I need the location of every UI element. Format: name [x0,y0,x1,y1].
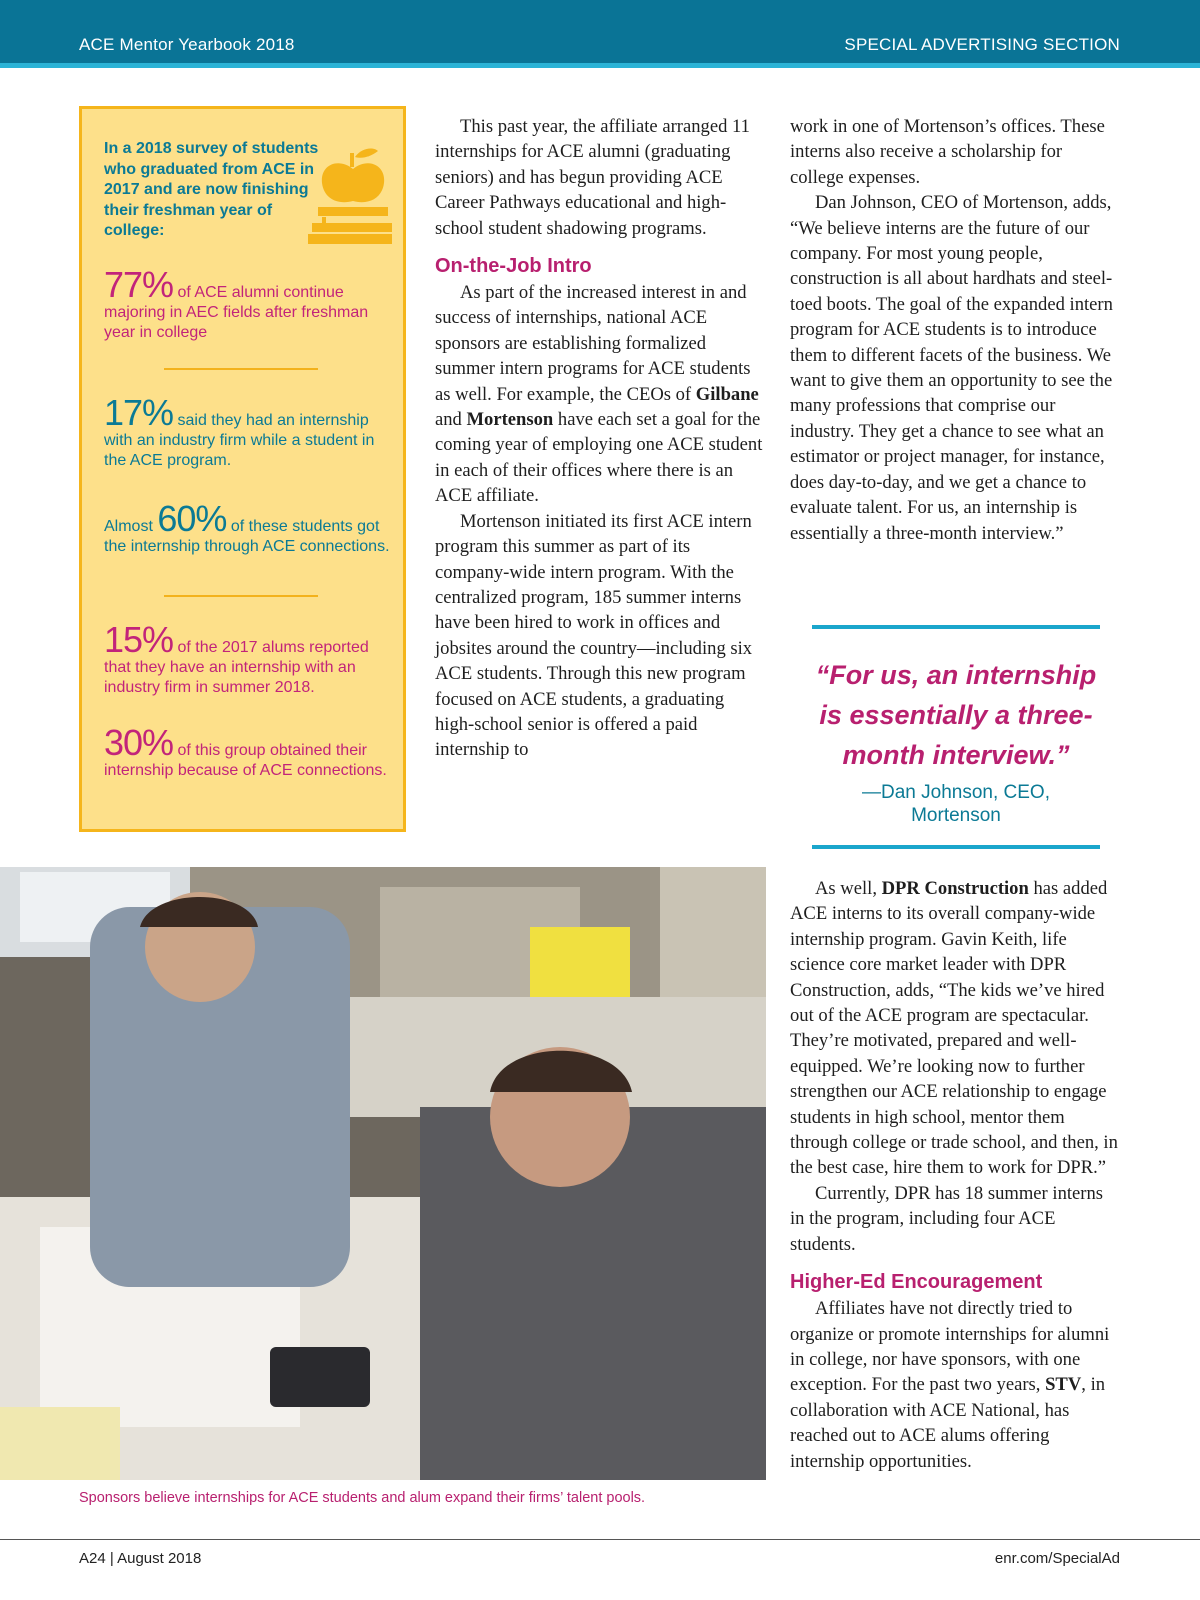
footer-rule [0,1539,1200,1540]
company-stv: STV [1045,1374,1082,1396]
stat-15-text: of the 2017 alums reported that they have an internship with an industry firm in summer 2018. [104,639,369,696]
stat-30-text: of this group obtained their internship because of ACE connections. [104,742,387,779]
stat-60-value: 60% [157,498,227,539]
pull-quote-text: “For us, an internship is essentially a three-month interview.” [815,660,1097,770]
paragraph: Affiliates have not directly tried to organize or promote internships for alumni in college, nor have sponsors, with one exception. For the past two years, STV, in collaboration with ACE National, has reached out to ACE alums offering internship opportunities. [790,1298,1110,1472]
attribution-line: Mortenson [911,805,1001,826]
article-column-1 [435,114,765,763]
attribution-line: —Dan Johnson, CEO, [862,782,1050,803]
apple-on-books-icon [308,139,396,245]
publication-title: ACE Mentor Yearbook 2018 [79,35,295,54]
pull-quote-attribution [812,781,1100,827]
article-column-2 [790,114,1120,546]
article-column-3 [790,876,1120,1474]
stat-60-prefix: Almost [104,518,158,535]
paragraph: Mortenson initiated its first ACE intern program this summer as part of its company-wide intern program. With the centralized program, 185 summer interns have been hired to work in offices and jobsites around the country—including six ACE students. Through this new program focused on ACE students, a graduating high-school senior is offered a paid internship to [435,510,753,761]
section-heading-higher-ed: Higher-Ed Encouragement [790,1271,1043,1294]
paragraph: As well, DPR Construction has added ACE interns to its overall company-wide internship program. Gavin Keith, life science core market leader with DPR Construction, adds, “The kids we’ve hired out of the ACE program are spectacular. They’re motivated, prepared and well-equipped. We’re looking now to further strengthen our ACE relationship to engage students in high school, mentor them through college or trade school, and then, in the best case, hire them to work for DPR.” [790,878,1118,1179]
company-gilbane: Gilbane [695,383,759,405]
page-number-date: A24 | August 2018 [79,1550,202,1567]
paragraph: Dan Johnson, CEO of Mortenson, adds, “We believe interns are the future of our company. For most young people, construction is all about hardhats and steel-toed boots. The goal of the expanded intern program for ACE students is to introduce them to different facets of the business. We want to give them an opportunity to see the many professions that comprise our industry. They get a chance to see what an estimator or project manager, for instance, does day-to-day, and we get a chance to evaluate talent. For us, an internship is essentially a three-month interview.” [790,192,1113,544]
stat-60-text: of these students got the internship through ACE connections. [104,518,390,555]
stat-77 [104,264,394,343]
survey-intro: In a 2018 survey of students who graduated from ACE in 2017 and are now finishing their freshman year of college: [104,140,319,239]
paragraph: Currently, DPR has 18 summer interns in the program, including four ACE students. [790,1182,1104,1255]
stat-15-value: 15% [104,619,174,660]
stat-15 [104,619,394,698]
paragraph: This past year, the affiliate arranged 11 internships for ACE alumni (graduating seniors) and has begun providing ACE Career Pathways educational and high-school student shadowing programs. [435,116,750,239]
photo-caption: Sponsors believe internships for ACE students and alum expand their firms’ talent pools. [79,1490,646,1506]
company-dpr: DPR Construction [881,878,1029,899]
stat-divider [164,595,318,597]
section-heading-on-the-job: On-the-Job Intro [435,255,592,278]
paragraph: As part of the increased interest in and success of internships, national ACE sponsors are establishing formalized summer intern programs for ACE students as well. For example, the CEOs of Gilbane and Mortenson have each set a goal for the coming year of employing one ACE student in each of their offices where there is an ACE affiliate. [435,282,763,507]
stat-17-text: said they had an internship with an industry firm while a student in the ACE program. [104,412,375,469]
pull-quote [812,625,1100,849]
survey-stats-box [79,106,406,832]
page-header [0,0,1200,68]
internship-photo [0,867,766,1480]
stat-17-value: 17% [104,392,174,433]
footer-url: enr.com/SpecialAd [994,1550,1120,1567]
stat-divider [164,368,318,370]
stat-77-text: of ACE alumni continue majoring in AEC fields after freshman year in college [104,284,369,341]
stat-17 [104,392,394,471]
company-mortenson: Mortenson [466,409,554,431]
stat-30 [104,722,394,781]
stat-60 [104,498,394,557]
stat-30-value: 30% [104,722,174,763]
stat-77-value: 77% [104,264,174,305]
section-label: SPECIAL ADVERTISING SECTION [844,35,1120,54]
paragraph: work in one of Mortenson’s offices. These interns also receive a scholarship for college expenses. [790,116,1105,188]
